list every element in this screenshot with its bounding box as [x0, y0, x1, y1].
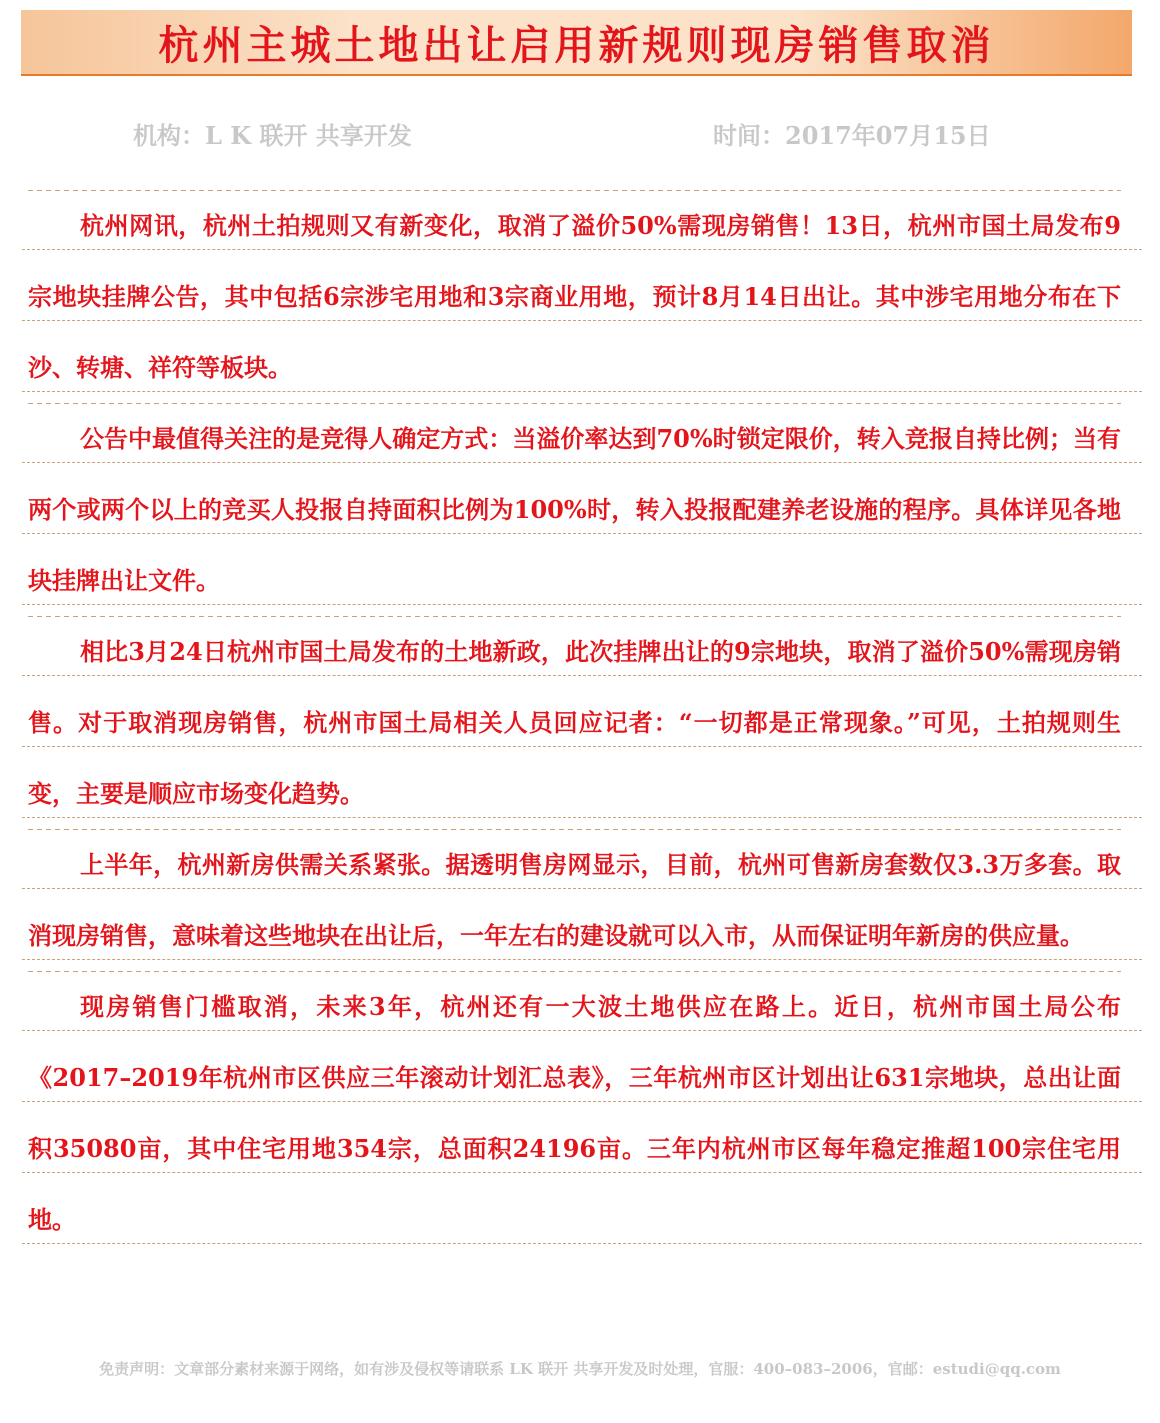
page-title: 杭州主城土地出让启用新规则现房销售取消	[158, 21, 995, 69]
paragraph-2: 公告中最值得关注的是竞得人确定方式：当溢价率达到70%时锁定限价，转入竞报自持比例；当有两个或两个以上的竞买人投报自持面积比例为100%时，转入投报配建养老设施的程序。具体详见各地块挂牌出让文件。	[28, 403, 1121, 616]
disclaimer-footer: 免责声明：文章部分素材来源于网络，如有涉及侵权等请联系 LK 联开 共享开发及时处理，官服：400–083–2006，官邮：estudi@qq.com	[99, 1360, 1061, 1378]
title-banner	[21, 10, 1132, 76]
paragraph-4: 上半年，杭州新房供需关系紧张。据透明售房网显示，目前，杭州可售新房套数仅3.3万多套。取消现房销售，意味着这些地块在出让后，一年左右的建设就可以入市，从而保证明年新房的供应量。	[28, 829, 1121, 971]
paragraph-3: 相比3月24日杭州市国土局发布的土地新政，此次挂牌出让的9宗地块，取消了溢价50%需现房销售。对于取消现房销售，杭州市国土局相关人员回应记者：“一切都是正常现象。”可见，土拍规则生变，主要是顺应市场变化趋势。	[28, 616, 1121, 829]
publish-date: 时间：2017年07月15日	[713, 121, 991, 150]
paragraph-1: 杭州网讯，杭州土拍规则又有新变化，取消了溢价50%需现房销售！13日，杭州市国土局发布9宗地块挂牌公告，其中包括6宗涉宅用地和3宗商业用地，预计8月14日出让。其中涉宅用地分布在下沙、转塘、祥符等板块。	[28, 190, 1121, 403]
article-body	[28, 190, 1121, 1255]
organization-label: 机构：L K 联开 共享开发	[133, 121, 412, 150]
paragraph-5: 现房销售门槛取消，未来3年，杭州还有一大波土地供应在路上。近日，杭州市国土局公布《2017–2019年杭州市区供应三年滚动计划汇总表》，三年杭州市区计划出让631宗地块，总出让面积35080亩，其中住宅用地354宗，总面积24196亩。三年内杭州市区每年稳定推超100宗住宅用地。	[28, 971, 1121, 1255]
